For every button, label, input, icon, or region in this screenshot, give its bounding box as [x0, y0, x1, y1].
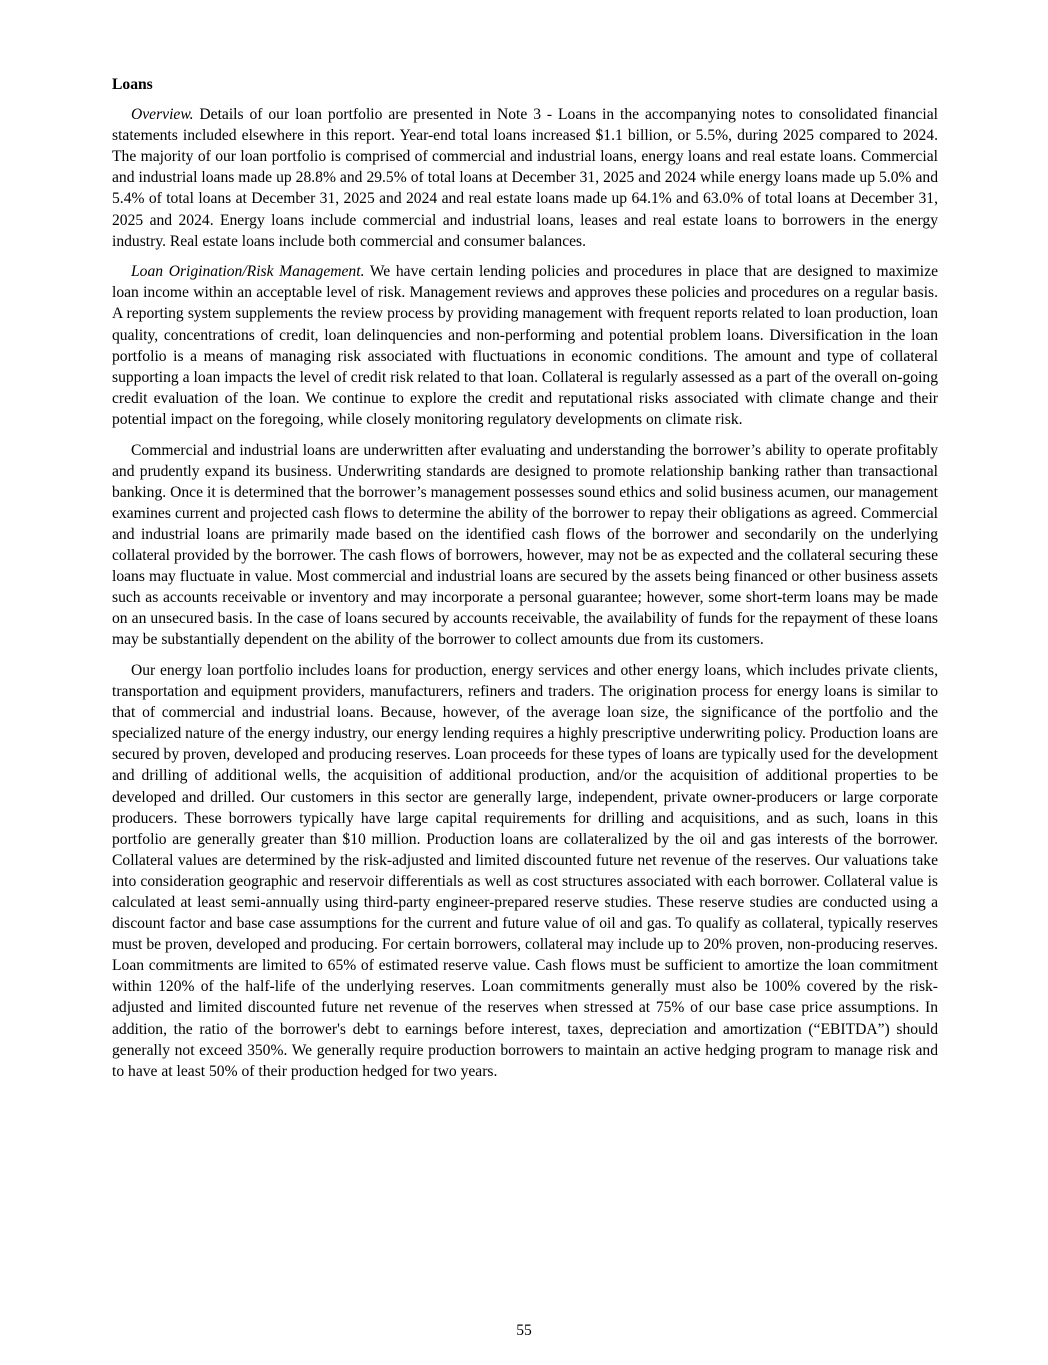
page-number: 55 — [516, 1322, 532, 1339]
paragraph-energy-portfolio — [112, 660, 938, 1082]
section-heading: Loans — [112, 76, 153, 93]
paragraph-commercial-industrial — [112, 440, 938, 651]
paragraph-overview — [112, 104, 938, 252]
paragraph-body: Commercial and industrial loans are underwritten after evaluating and understanding the borrower’s ability to operate profitably and prudently expand its business. Underwriting standards are designed to promote relationship banking rather than transactional banking. Once it is determined that the borrower’s management possesses sound ethics and solid business acumen, our management examines current and projected cash flows to determine the ability of the borrower to repay their obligations as agreed. Commercial and industrial loans are primarily made based on the identified cash flows of the borrower and secondarily on the underlying collateral provided by the borrower. The cash flows of borrowers, however, may not be as expected and the collateral securing these loans may fluctuate in value. Most commercial and industrial loans are secured by the assets being financed or other business assets such as accounts receivable or inventory and may incorporate a personal guarantee; however, some short-term loans may be made on an unsecured basis. In the case of loans secured by accounts receivable, the availability of funds for the repayment of these loans may be substantially dependent on the ability of the borrower to collect amounts due from its customers. — [112, 441, 938, 649]
paragraph-lead: Loan Origination/Risk Management. — [131, 263, 365, 281]
document-page — [112, 74, 938, 1091]
paragraph-loan-origination — [112, 261, 938, 430]
paragraph-body: Our energy loan portfolio includes loans for production, energy services and other energy loans, which includes private clients, transportation and equipment providers, manufacturers, refiners and traders. The origination process for energy loans is similar to that of commercial and industrial loans. Because, however, of the average loan size, the significance of the portfolio and the specialized nature of the energy industry, our energy lending requires a highly prescriptive underwriting policy. Production loans are secured by proven, developed and producing reserves. Loan proceeds for these types of loans are typically used for the development and drilling of additional wells, the acquisition of additional production, and/or the acquisition of additional properties to be developed and drilled. Our customers in this sector are generally large, independent, private owner-producers or large corporate producers. These borrowers typically have large capital requirements for drilling and acquisitions, and as such, loans in this portfolio are generally greater than $10 million. Production loans are collateralized by the oil and gas interests of the borrower. Collateral values are determined by the risk-adjusted and limited discounted future net revenue of the reserves. Our valuations take into consideration geographic and reservoir differentials as well as cost structures associated with each borrower. Collateral value is calculated at least semi-annually using third-party engineer-prepared reserve studies. These reserve studies are conducted using a discount factor and base case assumptions for the current and future value of oil and gas. To qualify as collateral, typically reserves must be proven, developed and producing. For certain borrowers, collateral may include up to 20% proven, non-producing reserves. Loan commitments are limited to 65% of estimated reserve value. Cash flows must be sufficient to amortize the loan commitment within 120% of the half-life of the underlying reserves. Loan commitments generally must also be 100% covered by the risk-adjusted and limited discounted future net revenue of the reserves when stressed at 75% of our base case price assumptions. In addition, the ratio of the borrower's debt to earnings before interest, taxes, depreciation and amortization (“EBITDA”) should generally not exceed 350%. We generally require production borrowers to maintain an active hedging program to manage risk and to have at least 50% of their production hedged for two years. — [112, 661, 938, 1080]
paragraph-body: We have certain lending policies and procedures in place that are designed to maximize loan income within an acceptable level of risk. Management reviews and approves these policies and procedures on a regular basis. A reporting system supplements the review process by providing management with frequent reports related to loan production, loan quality, concentrations of credit, loan delinquencies and non-performing and potential problem loans. Diversification in the loan portfolio is a means of managing risk associated with fluctuations in economic conditions. The amount and type of collateral supporting a loan impacts the level of credit risk related to that loan. Collateral is regularly assessed as a part of the overall on-going credit evaluation of the loan. We continue to explore the credit and reputational risks associated with climate change and their potential impact on the foregoing, while closely monitoring regulatory developments on climate risk. — [112, 263, 938, 428]
paragraph-body: Details of our loan portfolio are presented in Note 3 - Loans in the accompanying notes to consolidated financial statements included elsewhere in this report. Year-end total loans increased $1.1 billion, or 5.5%, during 2025 compared to 2024. The majority of our loan portfolio is comprised of commercial and industrial loans, energy loans and real estate loans. Commercial and industrial loans made up 28.8% and 29.5% of total loans at December 31, 2025 and 2024 while energy loans made up 5.0% and 5.4% of total loans at December 31, 2025 and 2024 and real estate loans made up 64.1% and 63.0% of total loans at December 31, 2025 and 2024. Energy loans include commercial and industrial loans, leases and real estate loans to borrowers in the energy industry. Real estate loans include both commercial and consumer balances. — [112, 106, 938, 250]
paragraph-lead: Overview. — [131, 106, 194, 124]
